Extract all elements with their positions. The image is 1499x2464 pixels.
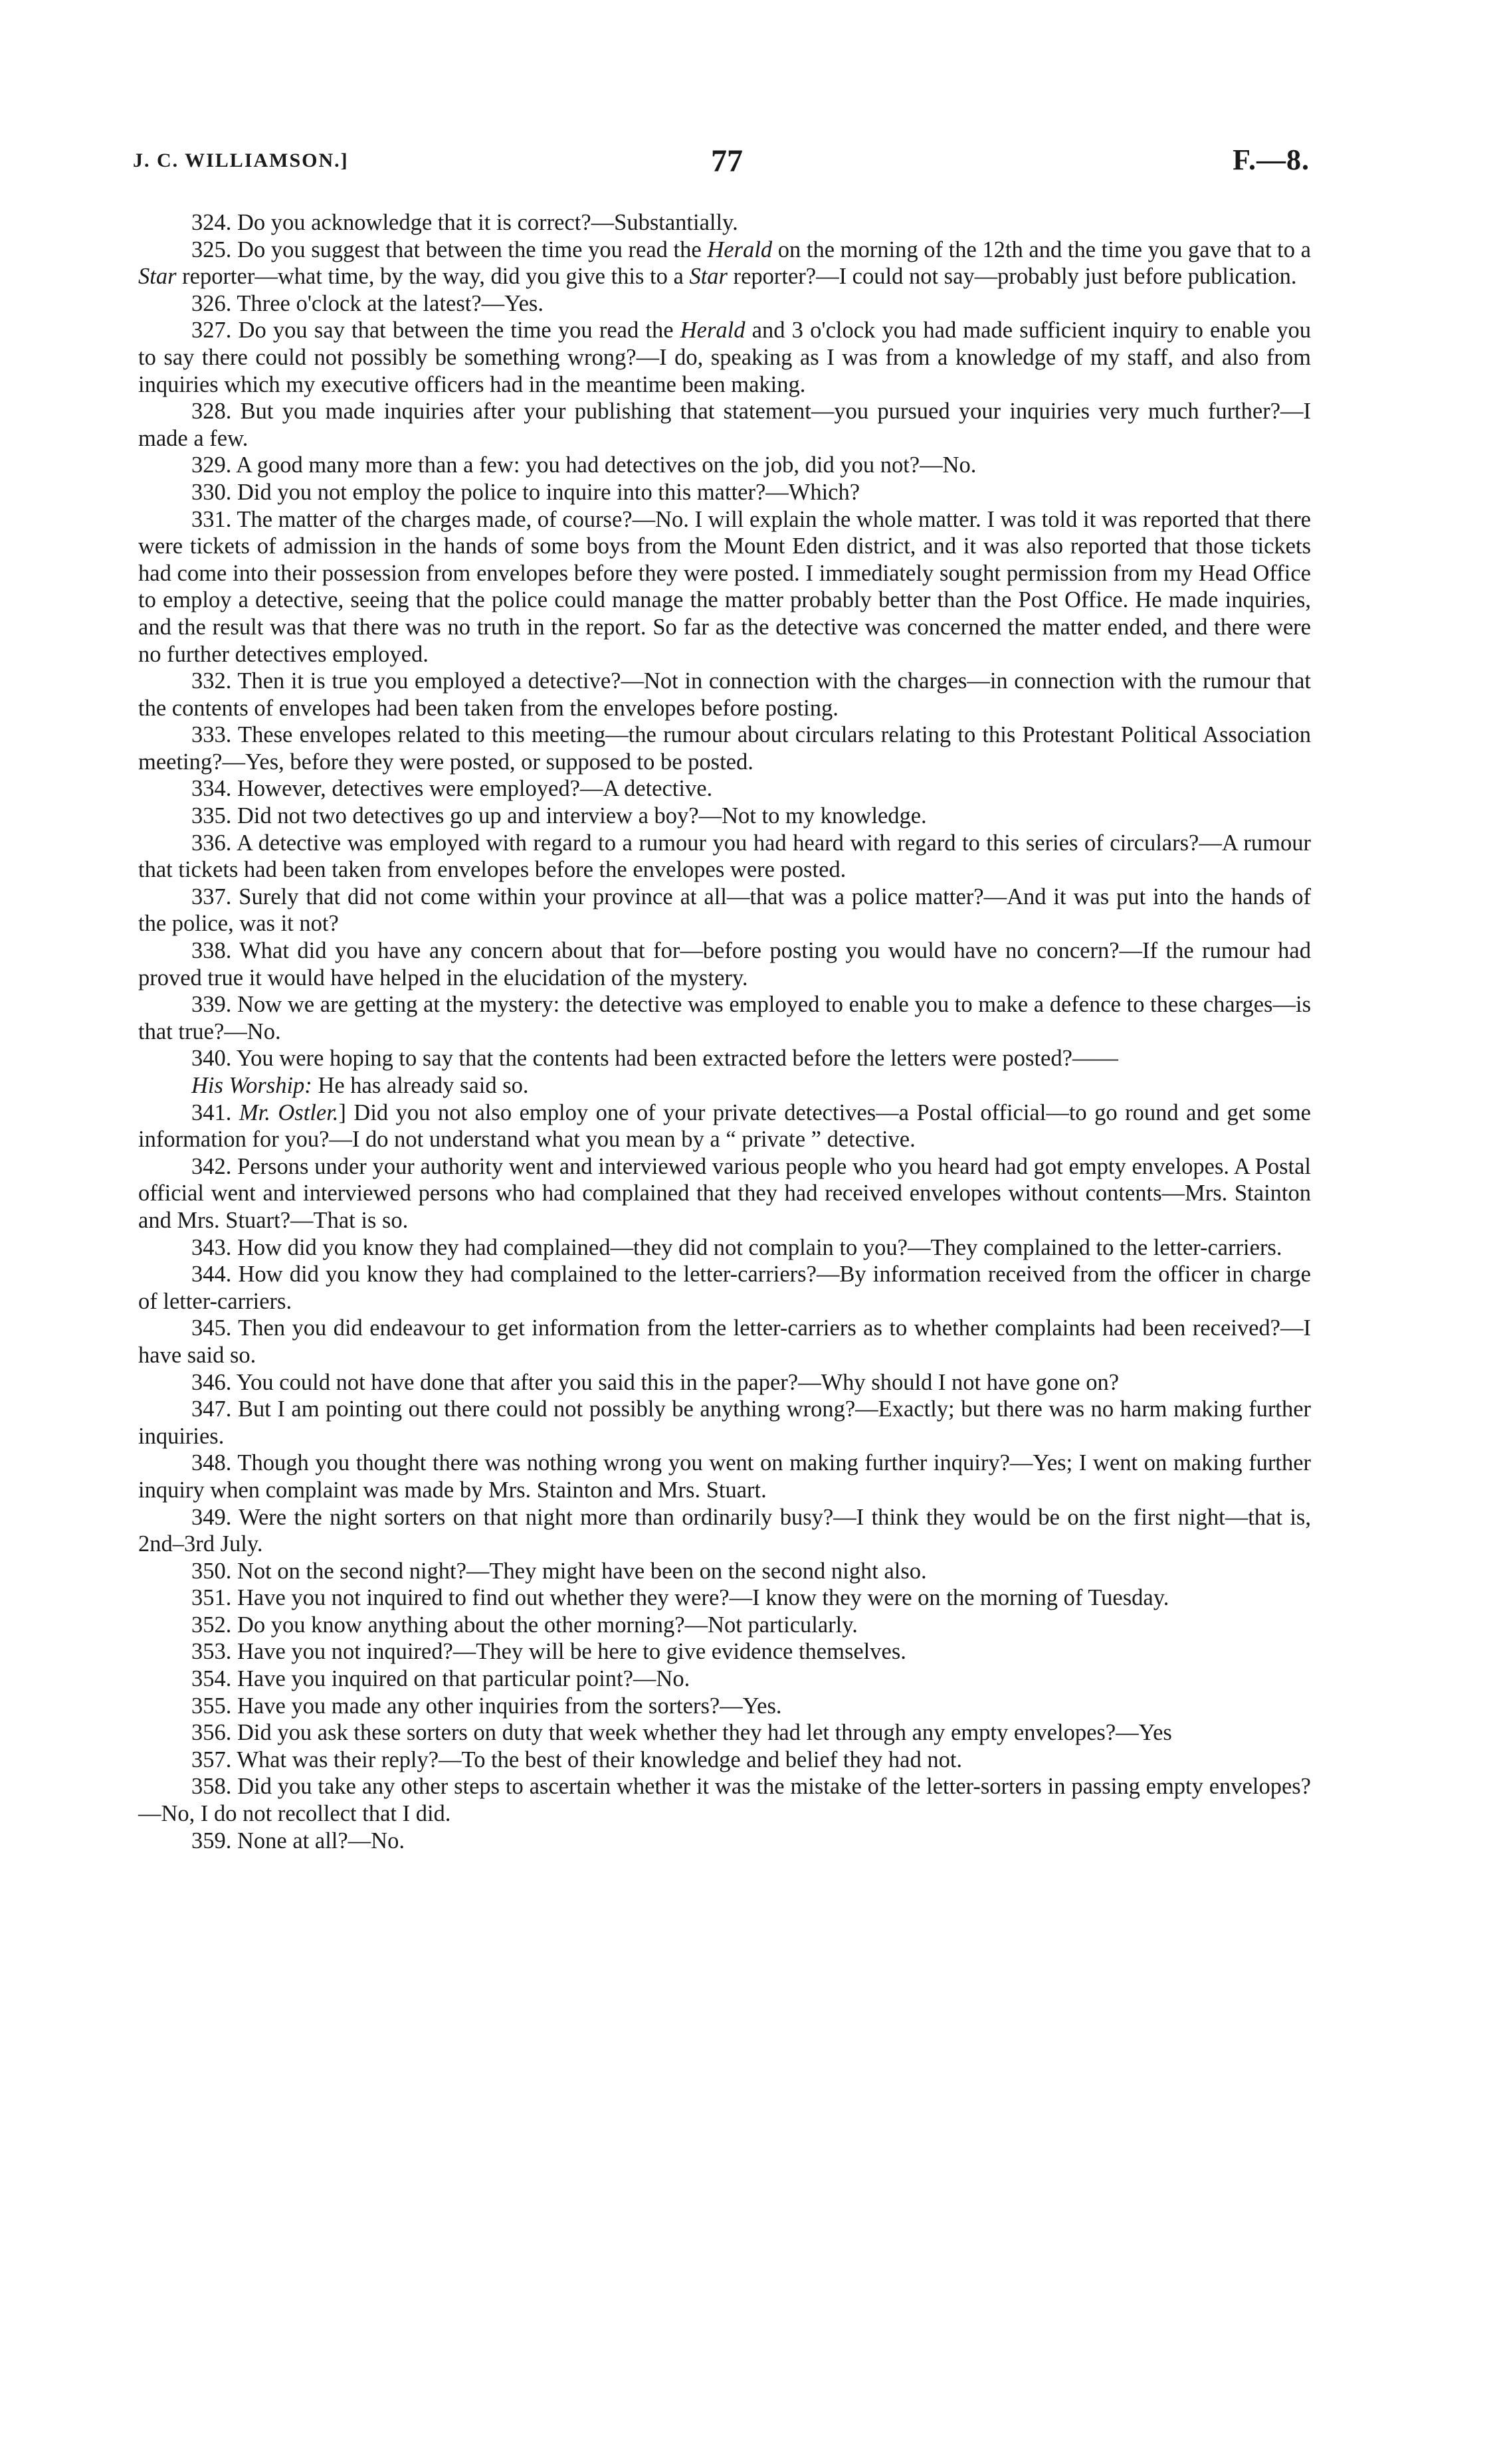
paragraph-336: 336. A detective was employed with regard to a rumour you had heard with regard to this series of circulars?—A rumour that tickets had been taken from envelopes before the envelopes were posted. [138, 830, 1311, 883]
paragraph-351: 351. Have you not inquired to find out whether they were?—I know they were on the morning of Tuesday. [191, 1585, 1169, 1611]
paragraph-354: 354. Have you inquired on that particular point?—No. [191, 1666, 690, 1692]
testimony-text [138, 209, 1311, 1854]
paragraph-356: 356. Did you ask these sorters on duty that week whether they had let through any empty envelopes?—Yes [191, 1720, 1172, 1746]
header-witness-name: J. C. WILLIAMSON.] [133, 149, 349, 171]
document-reference: F.—8. [1233, 143, 1310, 176]
paragraph-338: 338. What did you have any concern about that for—before posting you would have no concern?—If the rumour had proved true it would have helped in the elucidation of the mystery. [138, 938, 1311, 991]
paragraph-328: 328. But you made inquiries after your publishing that statement—you pursued your inquiries very much further?—I made a few. [138, 399, 1311, 451]
paragraph-349: 349. Were the night sorters on that night more than ordinarily busy?—I think they would be on the first night—that is, 2nd–3rd July. [138, 1504, 1311, 1557]
paragraph-325: 325. Do you suggest that between the time you read the Herald on the morning of the 12th and the time you gave that to a Star reporter—what time, by the way, did you give this to a Star reporter?—I could not say—probably just before publication. [138, 237, 1311, 290]
paragraph-359: 359. None at all?—No. [191, 1828, 405, 1853]
page-header [133, 143, 1310, 183]
paragraph-334: 334. However, detectives were employed?—A detective. [191, 776, 713, 802]
paragraph-340: 340. You were hoping to say that the contents had been extracted before the letters were posted?—— [191, 1046, 1118, 1072]
paragraph-352: 352. Do you know anything about the other morning?—Not particularly. [191, 1612, 858, 1638]
paragraph-327: 327. Do you say that between the time you read the Herald and 3 o'clock you had made sufficient inquiry to enable you to say there could not possibly be something wrong?—I do, speaking as I was from a knowledge of my staff, and also from inquiries which my executive officers had in the meantime been making. [138, 318, 1311, 397]
paragraph-341: 341. Mr. Ostler.] Did you not also employ one of your private detectives—a Postal official—to go round and get some information for you?—I do not understand what you mean by a “ private ” detective. [138, 1099, 1311, 1153]
paragraph-358: 358. Did you take any other steps to ascertain whether it was the mistake of the letter-sorters in passing empty envelopes?—No, I do not recollect that I did. [138, 1774, 1311, 1827]
paragraph-343: 343. How did you know they had complained—they did not complain to you?—They complained to the letter-carriers. [191, 1234, 1282, 1260]
paragraph-357: 357. What was their reply?—To the best of their knowledge and belief they had not. [191, 1747, 963, 1772]
paragraph-350: 350. Not on the second night?—They might have been on the second night also. [191, 1558, 927, 1584]
paragraph-342: 342. Persons under your authority went and interviewed various people who you heard had got empty envelopes. A Postal official went and interviewed persons who had complained that they had received envelopes without contents—Mrs. Stainton and Mrs. Stuart?—That is so. [138, 1153, 1311, 1233]
page-number: 77 [711, 143, 743, 179]
paragraph-353: 353. Have you not inquired?—They will be here to give evidence themselves. [191, 1639, 906, 1665]
paragraph-347: 347. But I am pointing out there could not possibly be anything wrong?—Exactly; but there was no harm making further inquiries. [138, 1396, 1311, 1449]
paragraph-326: 326. Three o'clock at the latest?—Yes. [191, 290, 544, 316]
paragraph-331: 331. The matter of the charges made, of course?—No. I will explain the whole matter. I was told it was reported that there were tickets of admission in the hands of some boys from the Mount Eden district, and it was also reported that those tickets had come into their possession from envelopes before they were posted. I immediately sought permission from my Head Office to employ a detective, seeing that the police could manage the matter probably better than the Post Office. He made inquiries, and the result was that there was no truth in the report. So far as the detective was concerned the matter ended, and there were no further detectives employed. [138, 506, 1311, 667]
paragraph-344: 344. How did you know they had complained to the letter-carriers?—By information received from the officer in charge of letter-carriers. [138, 1262, 1311, 1314]
paragraph-329: 329. A good many more than a few: you had detectives on the job, did you not?—No. [191, 452, 977, 478]
paragraph-337: 337. Surely that did not come within your province at all—that was a police matter?—And it was put into the hands of the police, was it not? [138, 884, 1311, 937]
paragraph-333: 333. These envelopes related to this meeting—the rumour about circulars relating to this Protestant Political Association meeting?—Yes, before they were posted, or supposed to be posted. [138, 722, 1311, 775]
paragraph-332: 332. Then it is true you employed a detective?—Not in connection with the charges—in connection with the rumour that the contents of envelopes had been taken from the envelopes before posting. [138, 668, 1311, 721]
paragraph-324: 324. Do you acknowledge that it is correct?—Substantially. [191, 210, 738, 235]
paragraph-346: 346. You could not have done that after you said this in the paper?—Why should I not have gone on? [191, 1369, 1120, 1395]
paragraph-his-worship: His Worship: He has already said so. [191, 1073, 529, 1098]
paragraph-345: 345. Then you did endeavour to get information from the letter-carriers as to whether complaints had been received?—I have said so. [138, 1315, 1311, 1368]
paragraph-339: 339. Now we are getting at the mystery: the detective was employed to enable you to make a defence to these charges—is that true?—No. [138, 992, 1311, 1044]
paragraph-348: 348. Though you thought there was nothing wrong you went on making further inquiry?—Yes; I went on making further inquiry when complaint was made by Mrs. Stainton and Mrs. Stuart. [138, 1450, 1311, 1503]
paragraph-330: 330. Did you not employ the police to inquire into this matter?—Which? [191, 479, 860, 505]
paragraph-335: 335. Did not two detectives go up and interview a boy?—Not to my knowledge. [191, 803, 927, 829]
paragraph-355: 355. Have you made any other inquiries from the sorters?—Yes. [191, 1693, 782, 1719]
